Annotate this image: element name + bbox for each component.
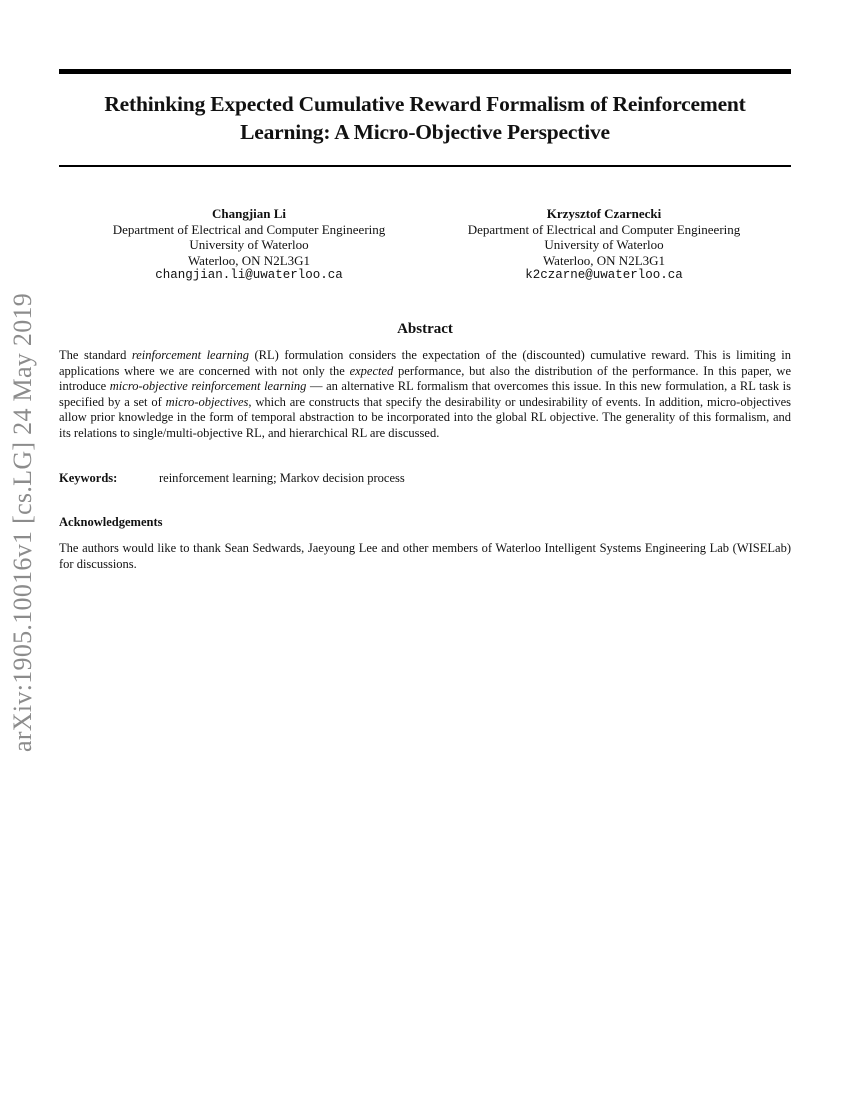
abstract-text <box>59 348 791 441</box>
title-rule-bottom <box>59 165 791 167</box>
title-line-2: Learning: A Micro-Objective Perspective <box>240 120 610 144</box>
author-2 <box>444 206 764 284</box>
author-department: Department of Electrical and Computer Engineering <box>467 221 741 237</box>
abstract-emphasis: expected <box>349 363 394 378</box>
title-rule-top <box>59 69 791 74</box>
title-line-1: Rethinking Expected Cumulative Reward Formalism of Reinforcement <box>104 92 746 116</box>
abstract-span: — an alternative RL formalism that overcomes this issue. In this new formulation, a RL task is specified by a set of <box>59 379 791 409</box>
keywords-line <box>59 471 791 486</box>
author-department: Department of Electrical and Computer Engineering <box>112 221 386 237</box>
acknowledgements-heading: Acknowledgements <box>59 515 163 529</box>
abstract-span: The standard <box>59 348 132 362</box>
paper-title <box>59 90 791 146</box>
acknowledgements-text: The authors would like to thank Sean Sedwards, Jaeyoung Lee and other members of Waterloo Intelligent Systems Engineering Lab (WISELab) for discussions. <box>59 541 791 571</box>
author-name: Changjian Li <box>211 206 287 221</box>
keywords-label: Keywords: <box>59 471 118 485</box>
author-university: University of Waterloo <box>544 237 664 252</box>
abstract-span: , which are constructs that specify the desirability or undesirability of events. In addition, micro-objectives allow prior knowledge in the form of temporal abstraction to be incorporated into the global RL objective. The generality of this formalism, and its relations to single/multi-objective RL, and hierarchical RL are discussed. <box>59 394 791 440</box>
keywords-value: reinforcement learning; Markov decision process <box>159 471 405 485</box>
abstract-heading: Abstract <box>397 321 453 337</box>
abstract-emphasis: micro-objectives <box>165 394 249 409</box>
abstract-span: performance, but also the distribution of the performance. In this paper, we introduce <box>59 363 791 393</box>
arxiv-identifier-stamp: arXiv:1905.10016v1 [cs.LG] 24 May 2019 <box>8 292 37 752</box>
author-email: k2czarne@uwaterloo.ca <box>525 268 683 282</box>
author-name: Krzysztof Czarnecki <box>546 206 662 221</box>
author-university: University of Waterloo <box>189 237 309 252</box>
author-1 <box>89 206 409 284</box>
author-address: Waterloo, ON N2L3G1 <box>542 252 666 268</box>
abstract-emphasis: micro-objective reinforcement learning <box>109 379 307 393</box>
abstract-span: (RL) formulation considers the expectation of the (discounted) cumulative reward. This is limiting in applications where we are concerned with not only the <box>59 348 792 378</box>
abstract-emphasis: reinforcement learning <box>131 348 249 362</box>
author-email: changjian.li@uwaterloo.ca <box>155 268 343 282</box>
author-address: Waterloo, ON N2L3G1 <box>187 252 311 268</box>
